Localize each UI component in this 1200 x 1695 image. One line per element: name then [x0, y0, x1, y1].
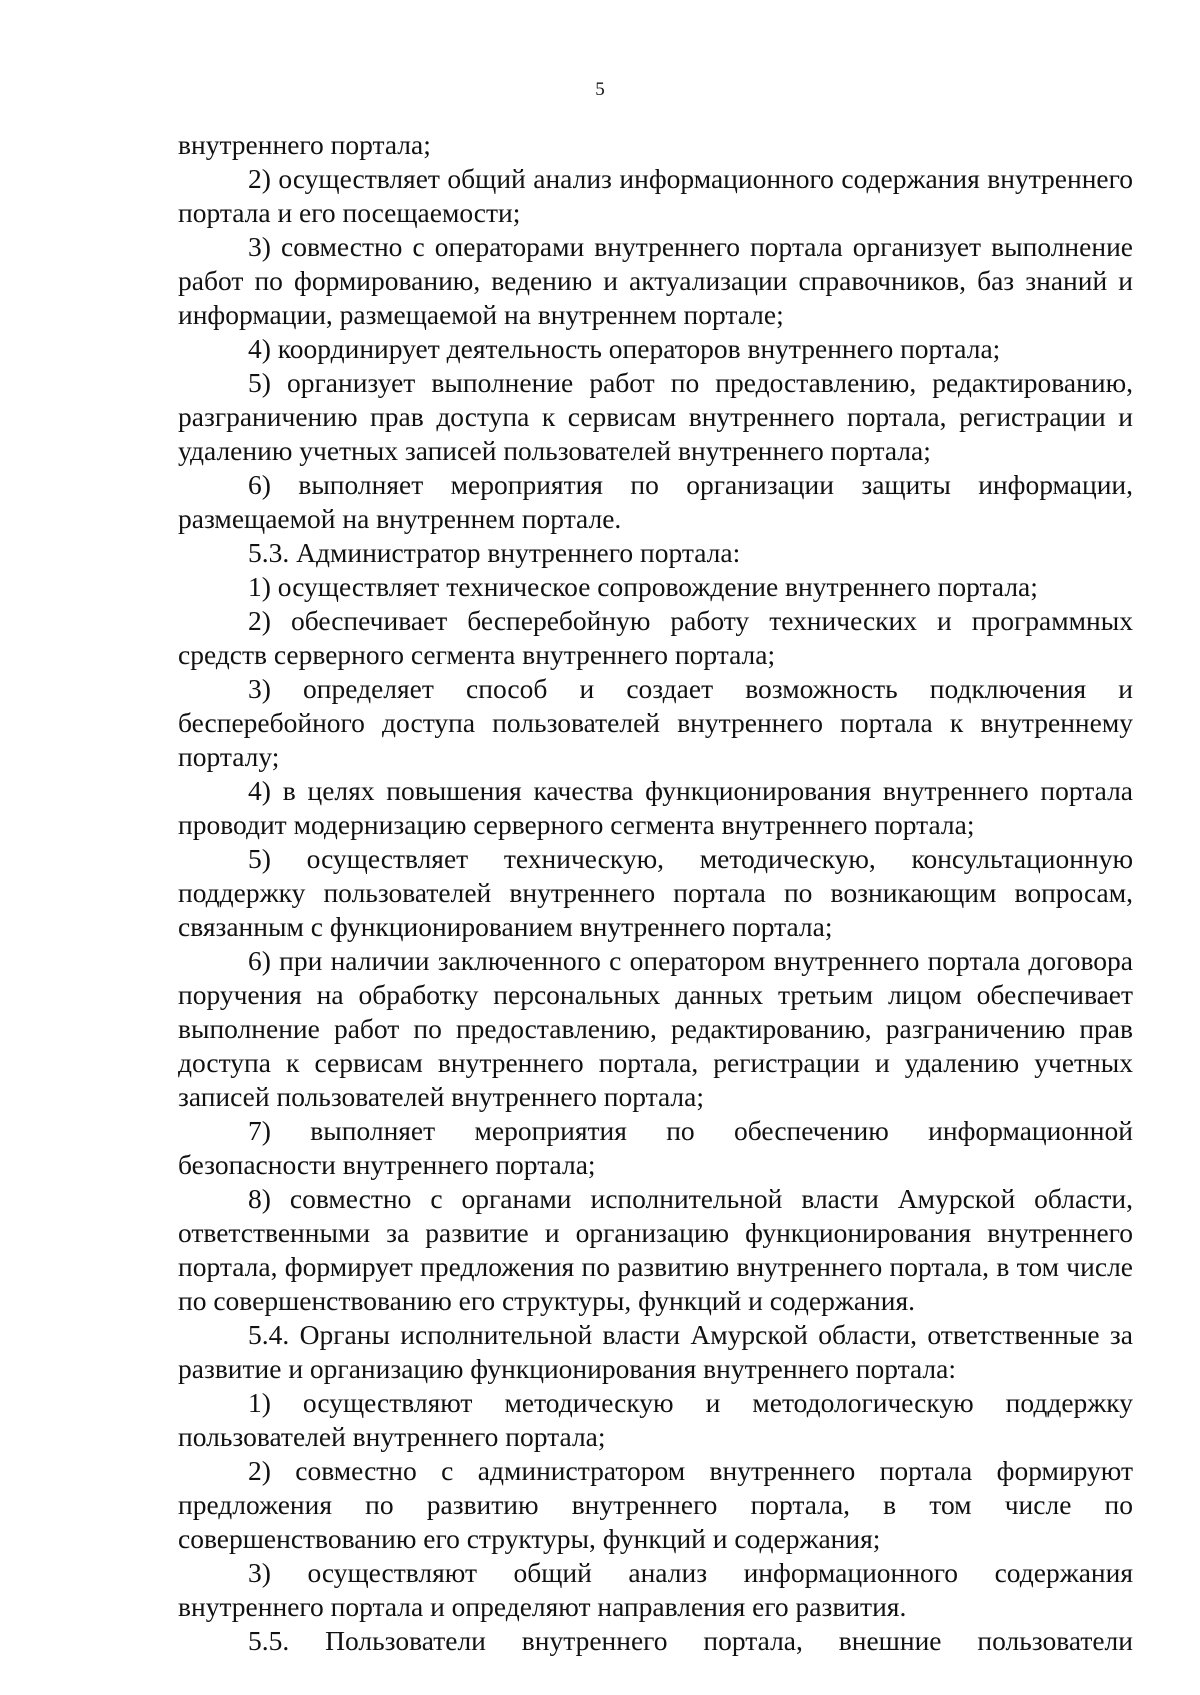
- section-5-3-heading: 5.3. Администратор внутреннего портала:: [248, 537, 741, 568]
- paragraph-5-3-item-3: 3) определяет способ и создает возможность подключения и бесперебойного доступа пользователей внутреннего портала к внутреннему порталу;: [178, 673, 1133, 772]
- paragraph-5-3-item-1: 1) осуществляет техническое сопровождение внутреннего портала;: [248, 571, 1038, 602]
- paragraph-5-3-item-6: 6) при наличии заключенного с оператором внутреннего портала договора поручения на обработку персональных данных третьим лицом обеспечивает выполнение работ по предоставлению, редактированию, разграничению прав доступа к сервисам внутреннего портала, регистрации и удалению учетных записей пользователей внутреннего портала;: [178, 945, 1133, 1112]
- paragraph-continuation: внутреннего портала;: [178, 129, 431, 160]
- paragraph-5-3-item-5: 5) осуществляет техническую, методическую, консультационную поддержку пользователей внутреннего портала по возникающим вопросам, связанным с функционированием внутреннего портала;: [178, 843, 1133, 942]
- paragraph-5-3-item-4: 4) в целях повышения качества функционирования внутреннего портала проводит модернизацию серверного сегмента внутреннего портала;: [178, 775, 1133, 840]
- document-body: [178, 128, 1133, 1658]
- paragraph-5-3-item-7: 7) выполняет мероприятия по обеспечению информационной безопасности внутреннего портала;: [178, 1115, 1133, 1180]
- paragraph-5-4-item-2: 2) совместно с администратором внутреннего портала формируют предложения по развитию внутреннего портала, в том числе по совершенствованию его структуры, функций и содержания;: [178, 1455, 1133, 1554]
- paragraph-5-4-item-3: 3) осуществляют общий анализ информационного содержания внутреннего портала и определяют направления его развития.: [178, 1557, 1133, 1622]
- section-5-4-heading: 5.4. Органы исполнительной власти Амурской области, ответственные за развитие и организацию функционирования внутреннего портала:: [178, 1319, 1133, 1384]
- section-5-5-heading: 5.5. Пользователи внутреннего портала, внешние пользователи: [248, 1625, 1133, 1656]
- page-number: 5: [595, 79, 605, 100]
- paragraph-5-2-item-3: 3) совместно с операторами внутреннего портала организует выполнение работ по формированию, ведению и актуализации справочников, баз знаний и информации, размещаемой на внутреннем портале;: [178, 231, 1133, 330]
- paragraph-5-2-item-2: 2) осуществляет общий анализ информационного содержания внутреннего портала и его посещаемости;: [178, 163, 1133, 228]
- paragraph-5-2-item-6: 6) выполняет мероприятия по организации защиты информации, размещаемой на внутреннем портале.: [178, 469, 1133, 534]
- paragraph-5-3-item-2: 2) обеспечивает бесперебойную работу технических и программных средств серверного сегмента внутреннего портала;: [178, 605, 1133, 670]
- paragraph-5-4-item-1: 1) осуществляют методическую и методологическую поддержку пользователей внутреннего портала;: [178, 1387, 1133, 1452]
- paragraph-5-2-item-4: 4) координирует деятельность операторов внутреннего портала;: [248, 333, 1001, 364]
- paragraph-5-3-item-8: 8) совместно с органами исполнительной власти Амурской области, ответственными за развитие и организацию функционирования внутреннего портала, формирует предложения по развитию внутреннего портала, в том числе по совершенствованию его структуры, функций и содержания.: [178, 1183, 1133, 1316]
- paragraph-5-2-item-5: 5) организует выполнение работ по предоставлению, редактированию, разграничению прав доступа к сервисам внутреннего портала, регистрации и удалению учетных записей пользователей внутреннего портала;: [178, 367, 1133, 466]
